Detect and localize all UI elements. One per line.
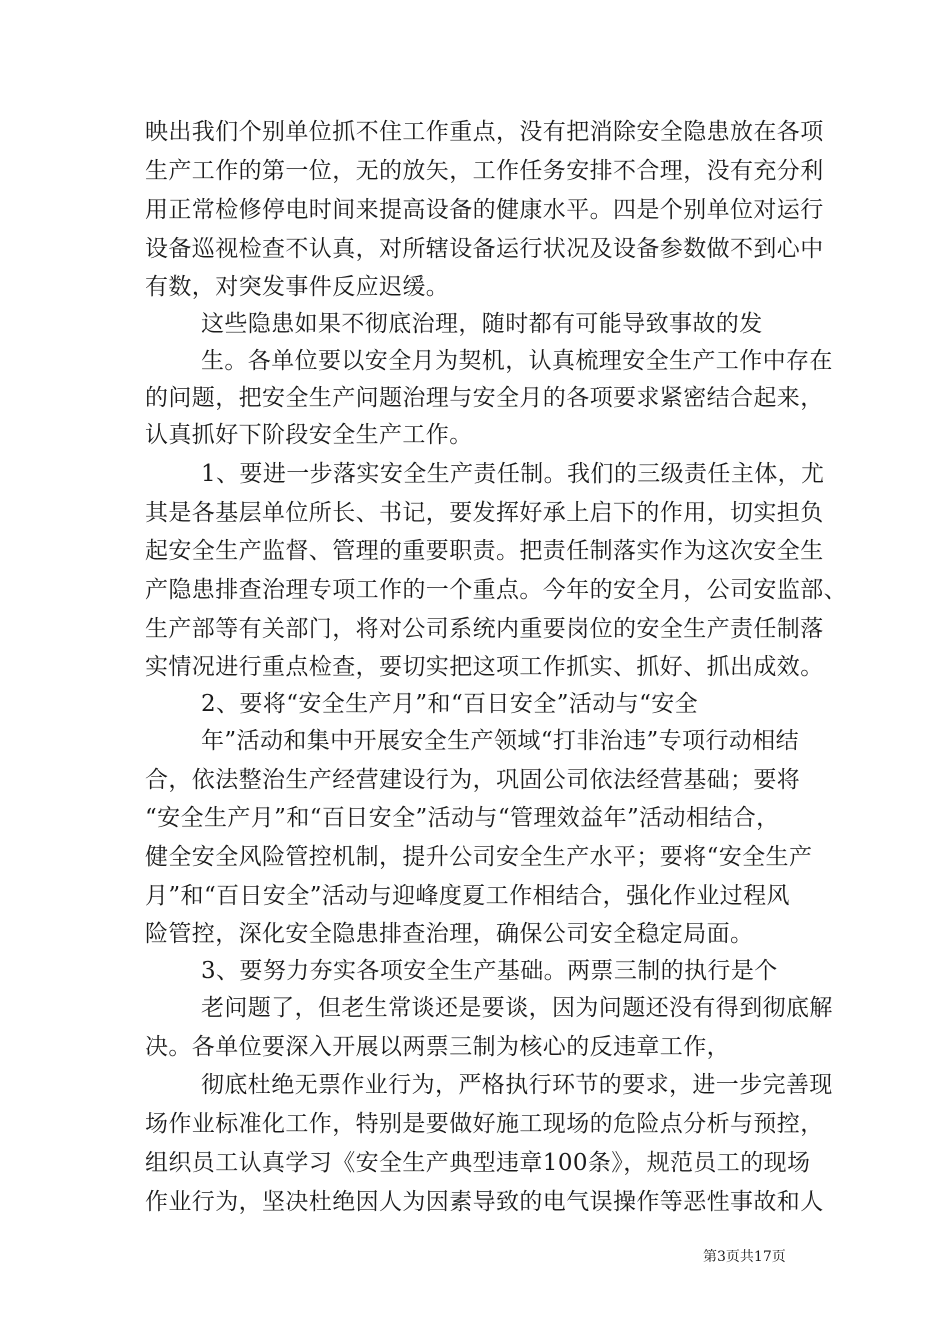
- text-line: 生。各单位要以安全月为契机，认真梳理安全生产工作中存在: [201, 348, 833, 374]
- text-line: 老问题了，但老生常谈还是要谈，因为问题还没有得到彻底解: [201, 995, 833, 1021]
- text-line: 生产部等有关部门，将对公司系统内重要岗位的安全生产责任制落: [145, 616, 824, 642]
- text-line: “安全生产月”和“百日安全”活动与“管理效益年”活动相结合，: [145, 805, 780, 831]
- text-line: 作业行为，坚决杜绝因人为因素导致的电气误操作等恶性事故和人: [145, 1189, 824, 1215]
- text-line: 合，依法整治生产经营建设行为，巩固公司依法经营基础；要将: [145, 767, 801, 793]
- text-line: 险管控，深化安全隐患排查治理，确保公司安全稳定局面。: [145, 921, 754, 947]
- text-line: 认真抓好下阶段安全生产工作。: [145, 422, 473, 448]
- text-line: 健全安全风险管控机制，提升公司安全生产水平；要将“安全生产: [145, 844, 813, 870]
- text-line: 有数，对突发事件反应迟缓。: [145, 274, 450, 300]
- text-line: 用正常检修停电时间来提高设备的健康水平。四是个别单位对运行: [145, 197, 824, 223]
- page-indicator: 第3页共17页: [703, 1249, 786, 1265]
- text-line: 年”活动和集中开展安全生产领域“打非治违”专项行动相结: [201, 728, 800, 754]
- text-line: 2、要将“安全生产月”和“百日安全”活动与“安全: [201, 691, 699, 717]
- text-line: 设备巡视检查不认真，对所辖设备运行状况及设备参数做不到心中: [145, 236, 824, 262]
- text-line: 生产工作的第一位，无的放矢，工作任务安排不合理，没有充分利: [145, 158, 824, 184]
- text-line: 3、要努力夯实各项安全生产基础。两票三制的执行是个: [201, 958, 778, 984]
- text-line: 场作业标准化工作，特别是要做好施工现场的危险点分析与预控，: [145, 1111, 824, 1137]
- text-line: 产隐患排查治理专项工作的一个重点。今年的安全月，公司安监部、: [145, 577, 847, 603]
- text-line: 彻底杜绝无票作业行为，严格执行环节的要求，进一步完善现: [201, 1072, 833, 1098]
- text-line: 月”和“百日安全”活动与迎峰度夏工作相结合，强化作业过程风: [145, 883, 790, 909]
- text-line: 实情况进行重点检查，要切实把这项工作抓实、抓好、抓出成效。: [145, 654, 824, 680]
- text-line: 其是各基层单位所长、书记，要发挥好承上启下的作用，切实担负: [145, 500, 824, 526]
- text-line: 1、要进一步落实安全生产责任制。我们的三级责任主体，尤: [201, 461, 825, 487]
- text-line: 这些隐患如果不彻底治理，随时都有可能导致事故的发: [201, 311, 763, 337]
- text-line: 映出我们个别单位抓不住工作重点，没有把消除安全隐患放在各项: [145, 119, 824, 145]
- text-line: 起安全生产监督、管理的重要职责。把责任制落实作为这次安全生: [145, 538, 824, 564]
- text-line: 组织员工认真学习《安全生产典型违章100条》，规范员工的现场: [145, 1150, 811, 1176]
- text-line: 的问题，把安全生产问题治理与安全月的各项要求紧密结合起来，: [145, 385, 824, 411]
- text-line: 决。各单位要深入开展以两票三制为核心的反违章工作，: [145, 1034, 730, 1060]
